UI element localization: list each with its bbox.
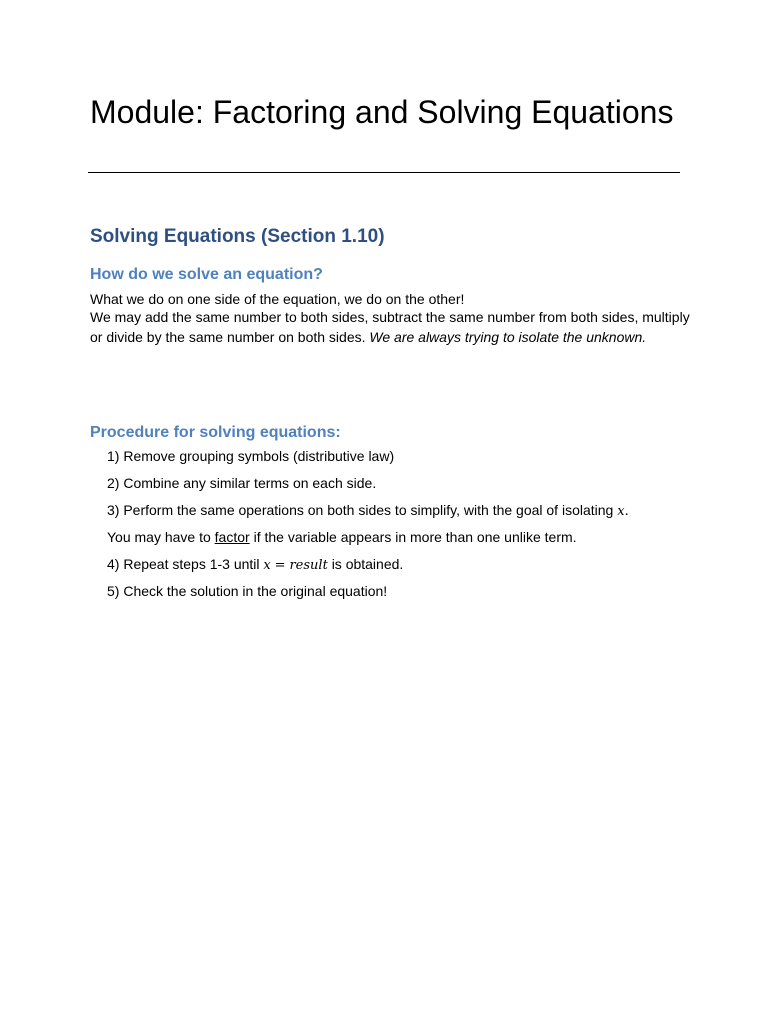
- step-3-note-after: if the variable appears in more than one unlike term.: [253, 529, 577, 545]
- step-3-note-before: You may have to: [107, 529, 211, 545]
- procedure-step-2: 2) Combine any similar terms on each side.: [107, 475, 377, 491]
- step-4-before: 4) Repeat steps 1-3 until: [107, 556, 260, 572]
- equals-sign: =: [274, 558, 286, 573]
- intro-paragraph-emphasis: We are always trying to isolate the unknown.: [369, 328, 647, 345]
- factor-link[interactable]: factor: [214, 529, 250, 545]
- procedure-step-4: [107, 555, 403, 575]
- procedure-step-1: 1) Remove grouping symbols (distributive law): [107, 448, 395, 464]
- step-3-period: .: [624, 504, 629, 519]
- step-4-after: is obtained.: [331, 556, 404, 572]
- procedure-step-3: [107, 501, 629, 521]
- result-term: result: [289, 558, 328, 573]
- module-title: Module: Factoring and Solving Equations: [90, 94, 674, 130]
- intro-paragraph-text: We may add the same number to both sides, subtract the same number from both sides, multiply or divide by the same number on both sides.: [90, 309, 690, 345]
- procedure-step-3-text: 3) Perform the same operations on both sides to simplify, with the goal of isolating: [107, 502, 614, 518]
- procedure-step-5: 5) Check the solution in the original equation!: [107, 583, 388, 599]
- title-divider: [88, 172, 680, 173]
- procedure-heading: Procedure for solving equations:: [90, 424, 341, 441]
- variable-x: x: [263, 558, 271, 573]
- variable-x: x: [617, 504, 625, 519]
- how-to-solve-heading: How do we solve an equation?: [90, 266, 323, 283]
- section-heading: Solving Equations (Section 1.10): [90, 226, 385, 247]
- intro-line: What we do on one side of the equation, we do on the other!: [90, 291, 465, 307]
- intro-paragraph: [90, 308, 690, 347]
- procedure-step-3-note: [107, 528, 577, 547]
